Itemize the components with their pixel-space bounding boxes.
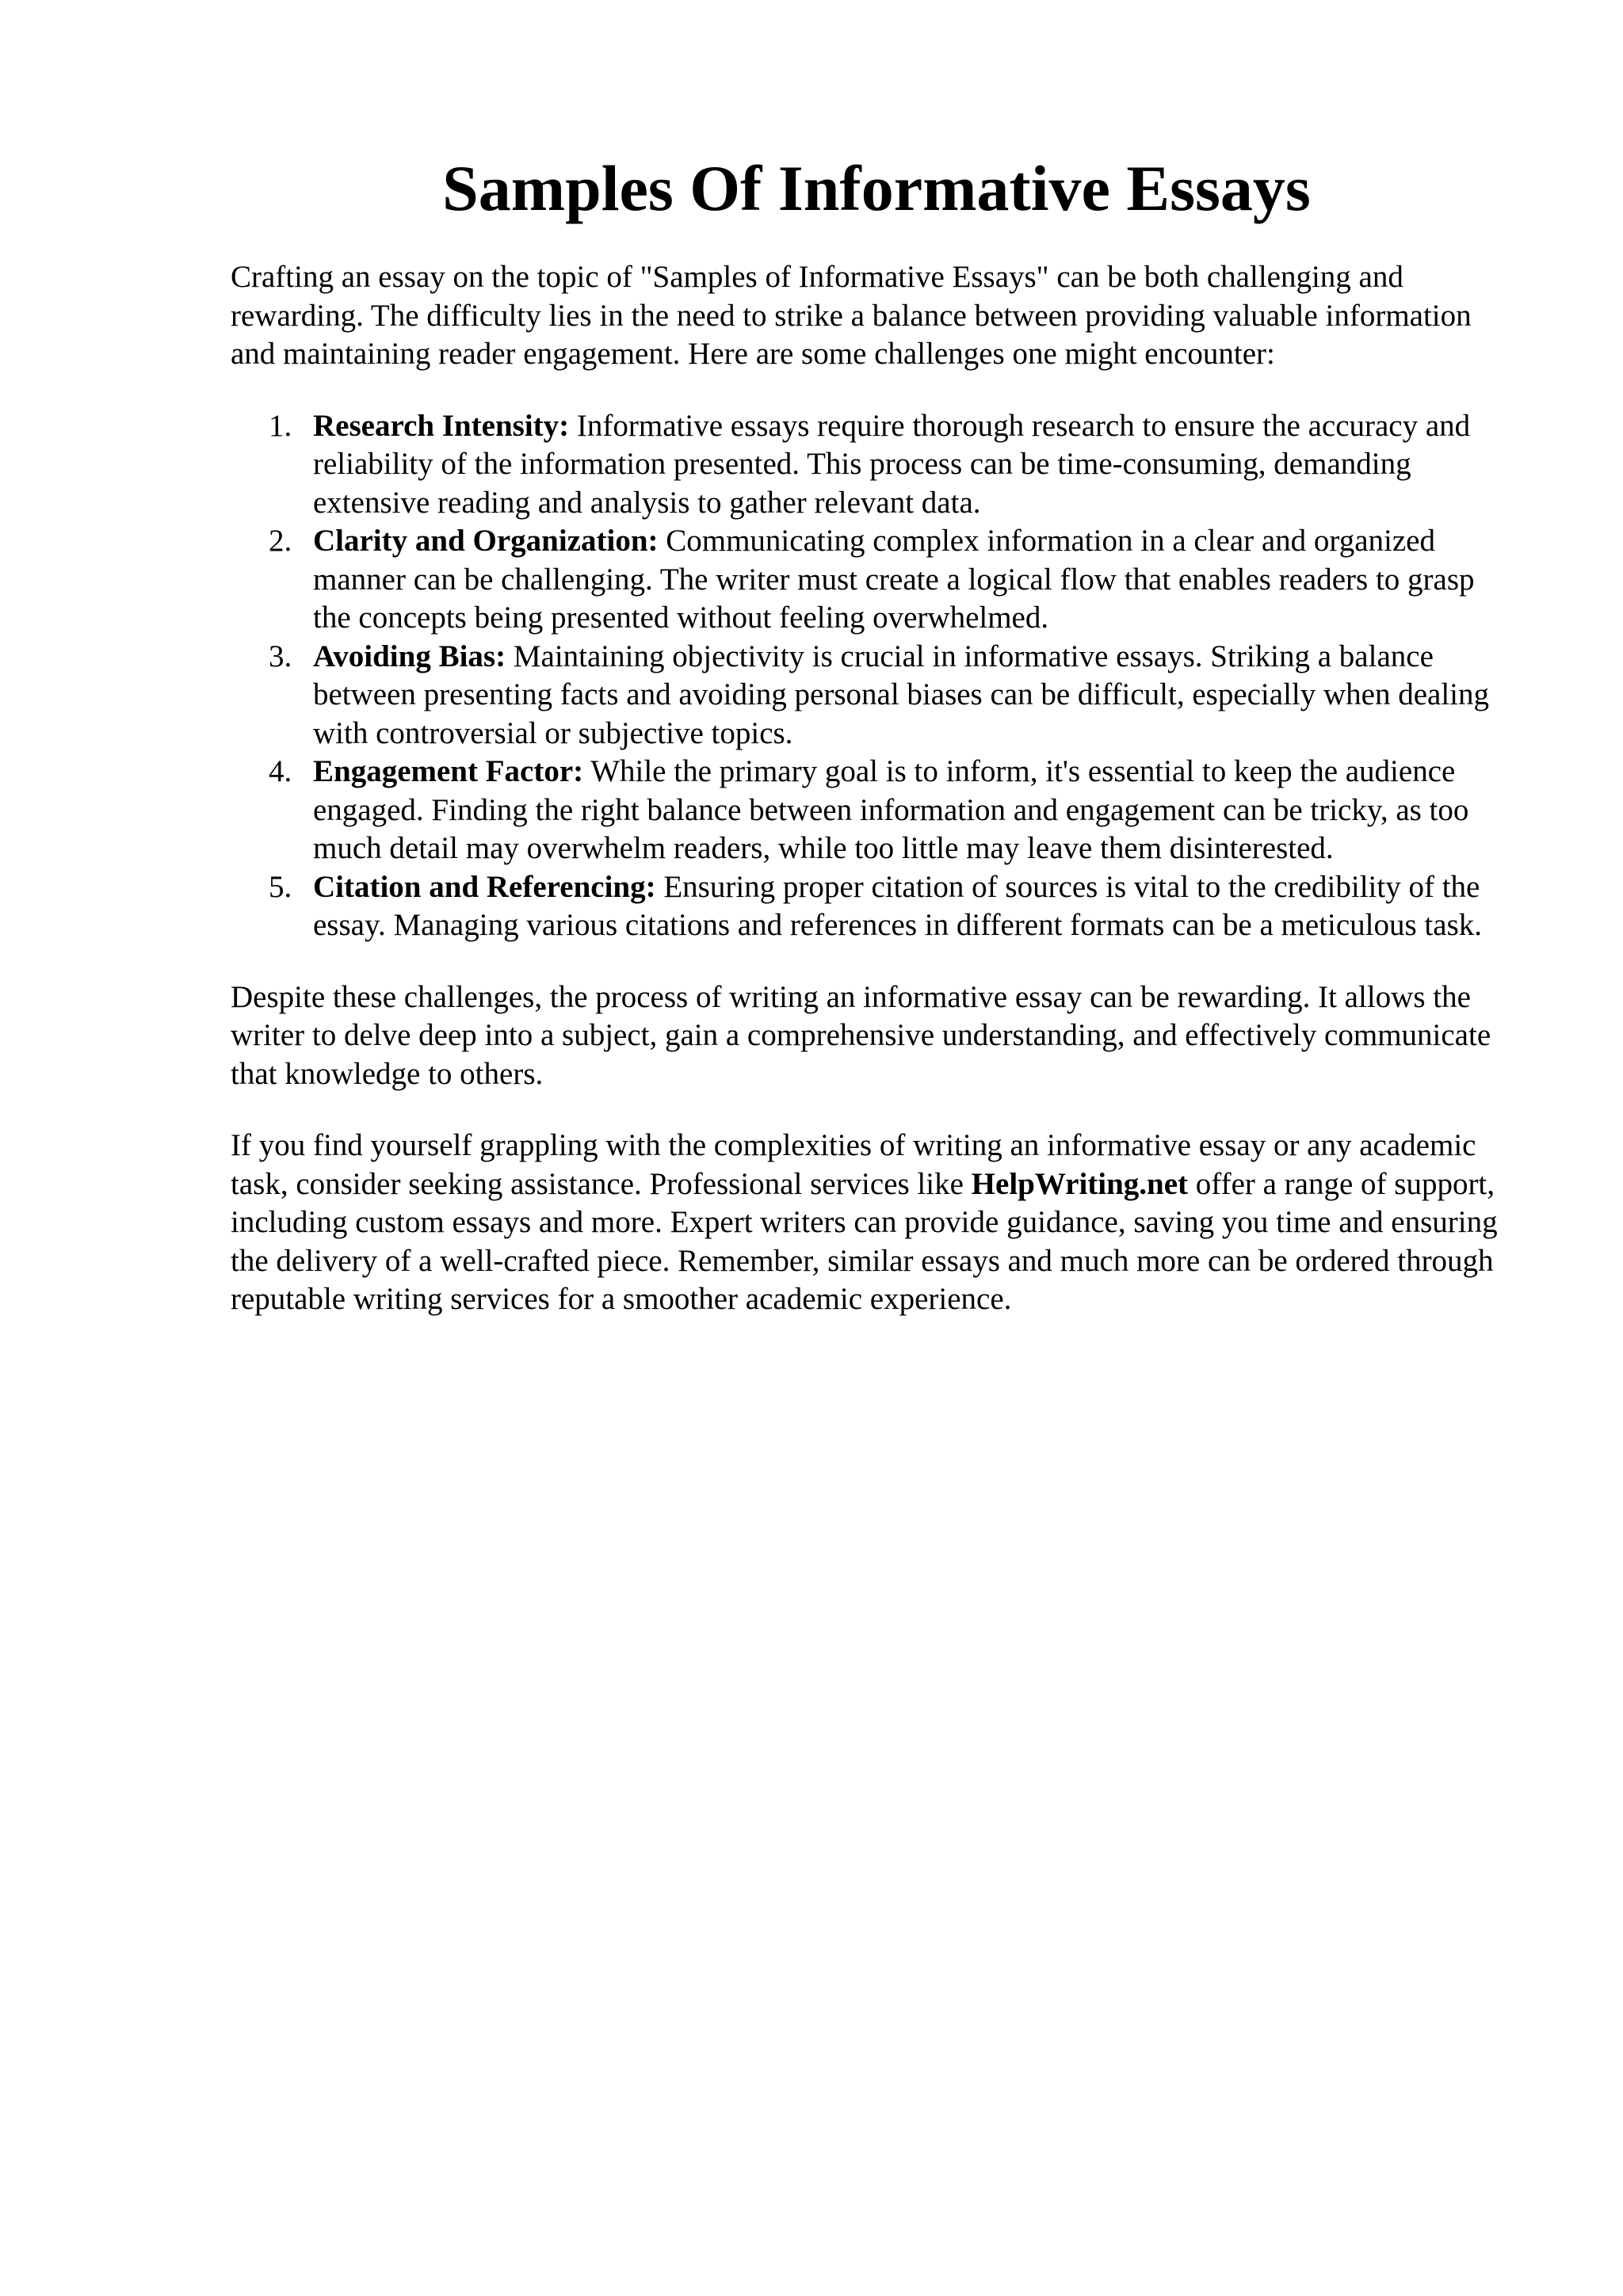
intro-paragraph: Crafting an essay on the topic of "Samples of Informative Essays" can be both challenging and rewarding. The difficulty lies in the need to strike a balance between providing valuable information and maintaining reader engagement. Here are some challenges one might encounter:: [231, 260, 1472, 371]
list-item: [231, 522, 1514, 638]
promo-paragraph: [231, 1127, 1514, 1319]
document-title: Samples Of Informative Essays: [442, 152, 1311, 224]
challenge-text: While the primary goal is to inform, it's essential to keep the audience engaged. Finding the right balance between information and engagement can be tricky, as too much detail may overwhelm readers, while too little may leave them disinterested.: [313, 754, 1469, 865]
document-page: [231, 149, 1514, 1319]
challenge-label: Clarity and Organization:: [313, 524, 659, 558]
list-number: 2.: [269, 524, 292, 558]
challenge-label: Avoiding Bias:: [313, 639, 506, 673]
challenge-text: Maintaining objectivity is crucial in informative essays. Striking a balance between presenting facts and avoiding personal biases can be difficult, especially when dealing with controversial or subjective topics.: [313, 639, 1490, 750]
list-number: 1.: [269, 408, 292, 443]
challenge-text: Communicating complex information in a clear and organized manner can be challenging. The writer must create a logical flow that enables readers to grasp the concepts being presented without feeling overwhelmed.: [313, 524, 1475, 635]
conclusion-paragraph: Despite these challenges, the process of writing an informative essay can be rewarding. It allows the writer to delve deep into a subject, gain a comprehensive understanding, and effectively communicate that knowledge to others.: [231, 979, 1491, 1091]
list-number: 4.: [269, 754, 292, 788]
challenge-label: Research Intensity:: [313, 408, 570, 443]
list-number: 5.: [269, 869, 292, 904]
list-item: [231, 638, 1514, 753]
brand-name: HelpWriting.net: [971, 1166, 1189, 1201]
list-item: [231, 753, 1514, 868]
promo-text-after: offer a range of support, including custom essays and more. Expert writers can provide guidance, saving you time and ensuring the delivery of a well-crafted piece. Remember, similar essays and much more can be ordered through reputable writing services for a smoother academic experience.: [231, 1166, 1498, 1316]
challenges-list: [231, 407, 1514, 945]
list-item: [231, 868, 1514, 945]
list-item: [231, 407, 1514, 523]
challenge-label: Engagement Factor:: [313, 754, 584, 788]
promo-text-before: If you find yourself grappling with the complexities of writing an informative essay or any academic task, consider seeking assistance. Professional services like: [231, 1128, 1476, 1201]
list-number: 3.: [269, 639, 292, 673]
challenge-text: Ensuring proper citation of sources is vital to the credibility of the essay. Managing various citations and references in different formats can be a meticulous task.: [313, 869, 1482, 942]
challenge-label: Citation and Referencing:: [313, 869, 656, 904]
challenge-text: Informative essays require thorough research to ensure the accuracy and reliability of the information presented. This process can be time-consuming, demanding extensive reading and analysis to gather relevant data.: [313, 408, 1471, 520]
